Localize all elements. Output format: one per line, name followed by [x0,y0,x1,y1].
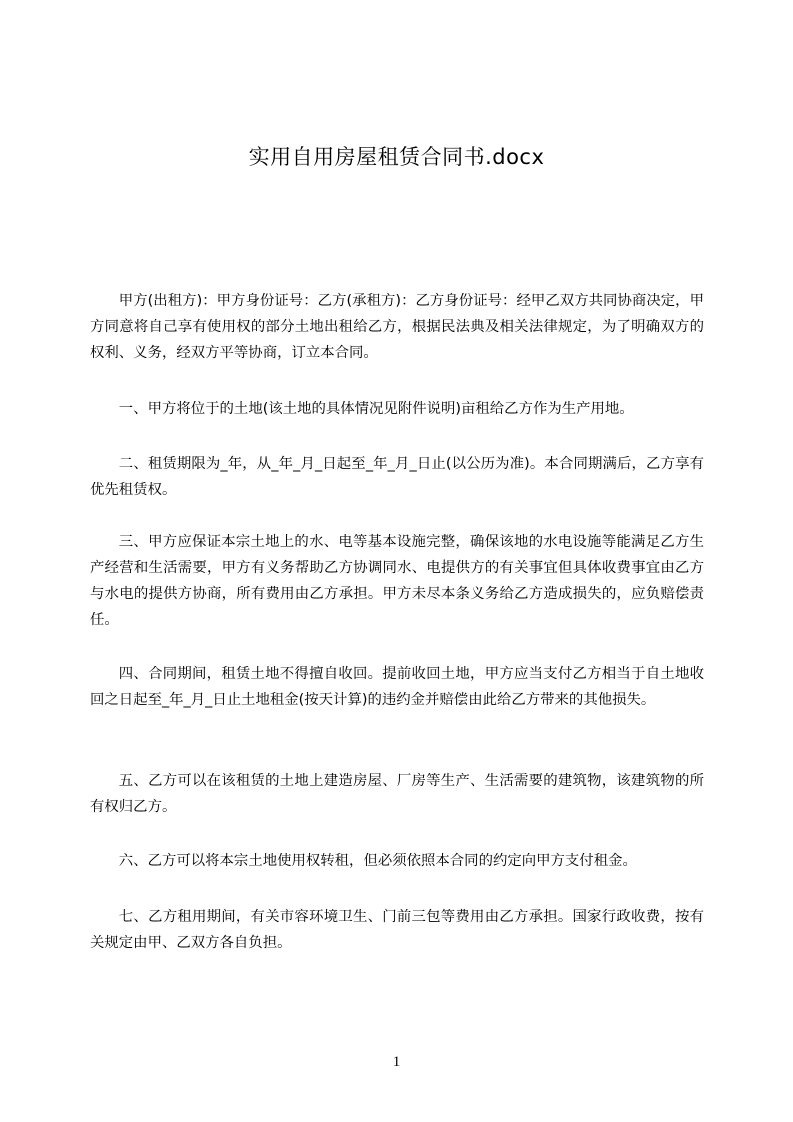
paragraph-clause-1: 一、甲方将位于的土地(该土地的具体情况见附件说明)亩租给乙方作为生产用地。 [118,401,634,417]
document-title: 实用自用房屋租赁合同书.docx [248,145,545,169]
paragraph-clause-4: 四、合同期间，租赁土地不得擅自收回。提前收回土地，甲方应当支付乙方相当于自土地收回之日起至_年_月_日止土地租金(按天计算)的违约金并赔偿由此给乙方带来的其他损失。 [90,666,704,708]
paragraph-clause-3: 三、甲方应保证本宗土地上的水、电等基本设施完整，确保该地的水电设施等能满足乙方生产经营和生活需要，甲方有义务帮助乙方协调同水、电提供方的有关事宜但具体收费事宜由乙方与水电的提供方协商，所有费用由乙方承担。甲方未尽本条义务给乙方造成损失的，应负赔偿责任。 [90,534,704,628]
paragraph-preamble: 甲方(出租方)：甲方身份证号：乙方(承租方)：乙方身份证号：经甲乙双方共同协商决定，甲方同意将自己享有使用权的部分土地出租给乙方，根据民法典及相关法律规定，为了明确双方的权利、义务，经双方平等协商，订立本合同。 [90,293,704,361]
paragraph-clause-2: 二、租赁期限为_年，从_年_月_日起至_年_月_日止(以公历为准)。本合同期满后，乙方享有优先租赁权。 [90,456,704,498]
paragraph-clause-6: 六、乙方可以将本宗土地使用权转租，但必须依照本合同的约定向甲方支付租金。 [118,853,637,869]
page-number: 1 [392,1054,401,1070]
paragraph-clause-5: 五、乙方可以在该租赁的土地上建造房屋、厂房等生产、生活需要的建筑物，该建筑物的所有权归乙方。 [90,773,704,815]
paragraph-clause-7: 七、乙方租用期间，有关市容环境卫生、门前三包等费用由乙方承担。国家行政收费，按有关规定由甲、乙双方各自负担。 [90,909,704,951]
